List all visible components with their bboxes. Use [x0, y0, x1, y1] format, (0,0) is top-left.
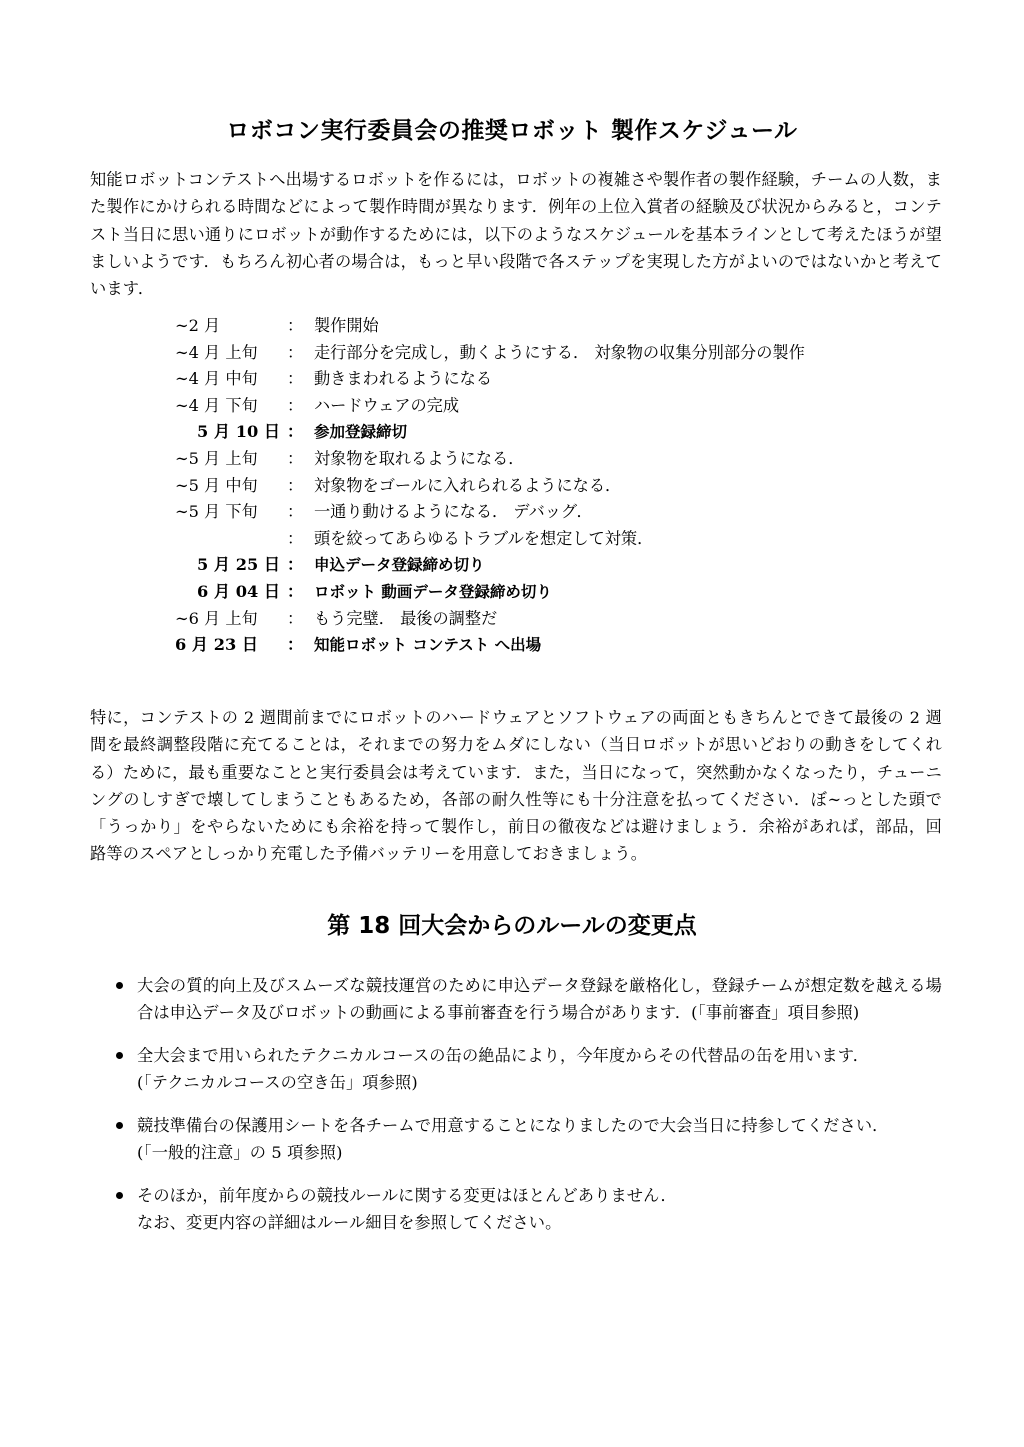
schedule-row: [175, 606, 935, 633]
schedule-colon: ：: [287, 395, 304, 415]
schedule-row-deadline: [175, 579, 935, 606]
schedule-list: [175, 313, 935, 659]
changes-list-item: [112, 1182, 942, 1236]
schedule-what: 製作開始: [314, 316, 379, 335]
schedule-what: ロボット 動画データ登録締め切り: [314, 582, 552, 601]
changes-item-reference: (「テクニカルコースの空き缶」項参照): [137, 1073, 418, 1092]
schedule-what: 一通り動けるようになる． デバッグ．: [314, 502, 593, 522]
schedule-when: ∼5 月 中旬: [175, 475, 258, 495]
schedule-colon: ：: [287, 316, 304, 335]
schedule-what: 対象物をゴールに入れられるようになる．: [314, 475, 622, 495]
schedule-when: ∼4 月 中旬: [175, 369, 258, 389]
schedule-colon: ：: [287, 581, 304, 601]
schedule-when: ∼6 月 上旬: [175, 608, 258, 628]
changes-list-item: [112, 972, 942, 1026]
schedule-what: 頭を絞ってあらゆるトラブルを想定して対策．: [314, 528, 654, 548]
schedule-row-deadline: [175, 552, 935, 579]
schedule-what: ハードウェアの完成: [314, 395, 460, 415]
changes-list: [112, 972, 942, 1252]
schedule-what: 知能ロボット コンテスト へ出場: [314, 636, 542, 655]
changes-item-note: なお、変更内容の詳細はルール細目を参照してください。: [137, 1213, 562, 1232]
schedule-when: ∼2 月: [175, 316, 221, 335]
schedule-when: 5 月 25 日: [197, 555, 281, 575]
schedule-what: 動きまわれるようになる: [314, 369, 493, 389]
bullet-icon: [116, 982, 123, 989]
bullet-icon: [116, 1052, 123, 1059]
schedule-colon: ：: [287, 608, 304, 628]
schedule-row: [175, 446, 935, 473]
schedule-what: 申込データ登録締め切り: [314, 556, 485, 575]
schedule-colon: ：: [287, 342, 304, 362]
changes-item-text: そのほか，前年度からの競技ルールに関する変更はほとんどありません．: [137, 1186, 677, 1205]
schedule-colon: ：: [287, 555, 304, 575]
schedule-what: 参加登録締切: [314, 423, 408, 442]
schedule-colon: ：: [287, 369, 304, 389]
changes-item-text: 大会の質的向上及びスムーズな競技運営のために申込データ登録を厳格化し，登録チームが想定数を越える場合は申込データ及びロボットの動画による事前審査を行う場合があります．(「事前審査」項目参照): [137, 976, 942, 1022]
schedule-when: 6 月 04 日: [197, 581, 281, 601]
schedule-colon: ：: [287, 422, 304, 442]
schedule-when: ∼4 月 上旬: [175, 342, 258, 362]
schedule-row: [175, 313, 935, 340]
schedule-row: [175, 473, 935, 500]
changes-item-reference: (「一般的注意」の 5 項参照): [137, 1143, 343, 1162]
schedule-row: [175, 366, 935, 393]
bullet-icon: [116, 1122, 123, 1129]
changes-item-text: 全大会まで用いられたテクニカルコースの缶の絶品により，今年度からその代替品の缶を用います．: [137, 1046, 870, 1065]
schedule-colon: ：: [287, 448, 304, 468]
bullet-icon: [116, 1192, 123, 1199]
schedule-row: [175, 393, 935, 420]
changes-list-item: [112, 1042, 942, 1096]
schedule-what: 走行部分を完成し，動くようにする． 対象物の収集分別部分の製作: [314, 342, 805, 362]
schedule-row: [175, 526, 935, 553]
advice-paragraph: 特に，コンテストの 2 週間前までにロボットのハードウェアとソフトウェアの両面ともきちんとできて最後の 2 週間を最終調整段階に充てることは，それまでの努力をムダにしない（当日ロボットが思いどおりの動きをしてくれる）ために，最も重要なことと実行委員会は考えています．また，当日になって，突然動かなくなったり，チューニングのしすぎで壊してしまうこともあるため，各部の耐久性等にも十分注意を払ってください．ぼ∼っとした頭で「うっかり」をやらないためにも余裕を持って製作し，前日の徹夜などは避けましょう．余裕があれば，部品，回路等のスペアとしっかり充電した予備バッテリーを用意しておきましょう。: [90, 708, 942, 864]
schedule-colon: ：: [287, 475, 304, 495]
page-title: ロボコン実行委員会の推奨ロボット 製作スケジュール: [226, 118, 798, 144]
schedule-when: ∼5 月 上旬: [175, 448, 258, 468]
schedule-colon: ：: [287, 635, 304, 655]
schedule-when: [175, 526, 287, 553]
schedule-what: 対象物を取れるようになる．: [314, 448, 525, 468]
schedule-row: [175, 340, 935, 367]
schedule-colon: ：: [287, 502, 304, 522]
schedule-colon: ：: [287, 528, 304, 548]
schedule-when: ∼4 月 下旬: [175, 395, 258, 415]
schedule-when: ∼5 月 下旬: [175, 502, 258, 522]
schedule-row-deadline: [175, 419, 935, 446]
changes-list-item: [112, 1112, 942, 1166]
changes-heading: 第 18 回大会からのルールの変更点: [327, 913, 697, 939]
schedule-when: 6 月 23 日: [175, 635, 259, 655]
schedule-row: [175, 499, 935, 526]
schedule-when: 5 月 10 日: [197, 422, 281, 442]
schedule-row-contest-day: [175, 632, 935, 659]
schedule-what: もう完璧． 最後の調整だ: [314, 608, 498, 628]
changes-item-text: 競技準備台の保護用シートを各チームで用意することになりましたので大会当日に持参してください．: [137, 1116, 889, 1135]
intro-paragraph: 知能ロボットコンテストへ出場するロボットを作るには，ロボットの複雑さや製作者の製作経験，チームの人数，また製作にかけられる時間などによって製作時間が異なります．例年の上位入賞者の経験及び状況からみると，コンテスト当日に思い通りにロボットが動作するためには，以下のようなスケジュールを基本ラインとして考えたほうが望ましいようです．もちろん初心者の場合は，もっと早い段階で各ステップを実現した方がよいのではないかと考えています．: [90, 170, 942, 299]
